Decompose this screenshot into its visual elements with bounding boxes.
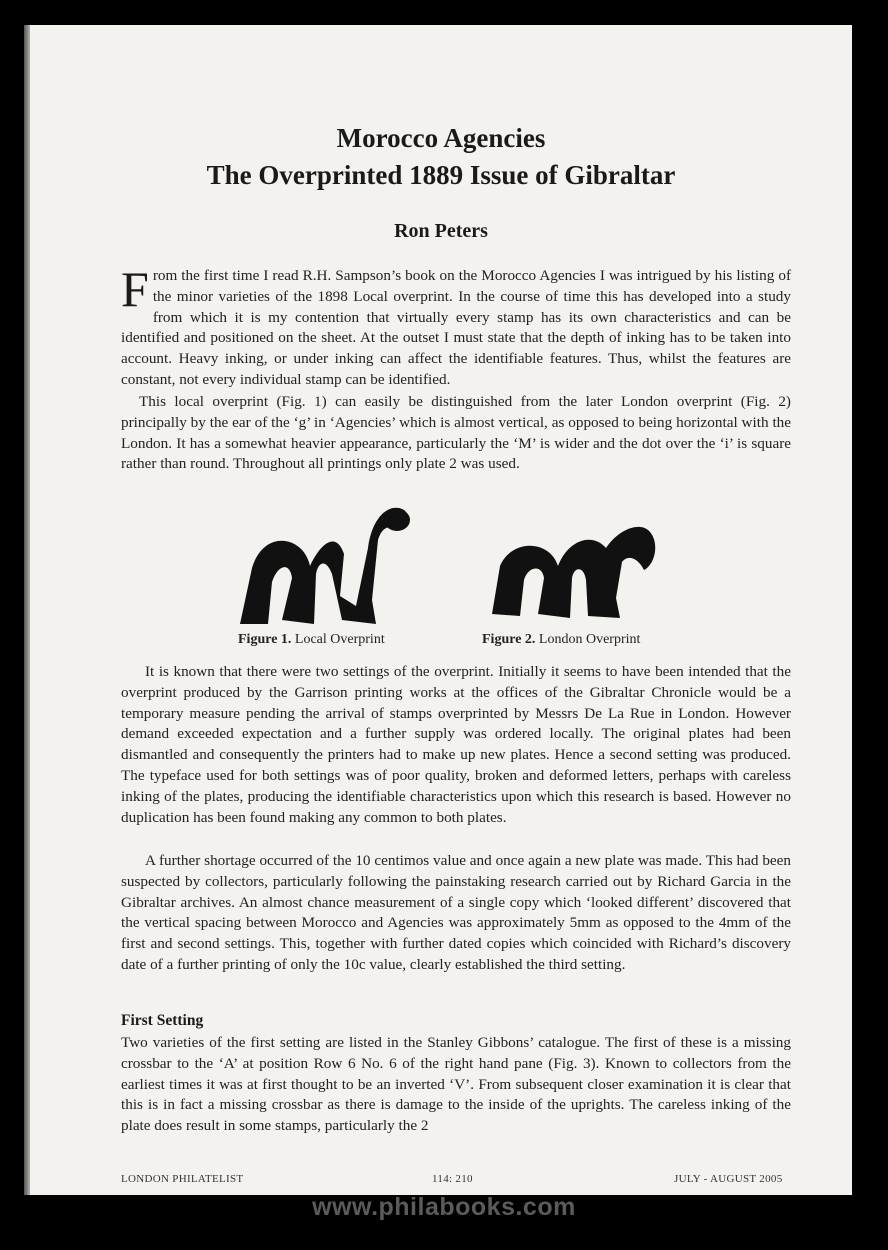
paragraph-intro [121,261,791,391]
article-title-line1: Morocco Agencies [336,123,546,153]
figure-2-caption [482,632,640,648]
figure-2-label: Figure 2. [482,632,536,647]
figure-1-label: Figure 1. [238,632,292,647]
figure-1-caption [238,632,385,648]
drop-cap: F [121,261,149,317]
footer-page-number: 114: 210 [432,1173,473,1185]
paragraph-intro-text: rom the first time I read R.H. Sampson’s book on the Morocco Agencies I was intrigued by his listing of the minor varieties of the 1898 Local overprint. In the course of time this has developed into a study from which it is my contention that virtually every stamp has its own characteristics and can be identified and positioned on the sheet. At the outset I must state that the depth of inking has to be taken into account. Heavy inking, or under inking can affect the identifiable features. Thus, whilst the features are constant, not every individual stamp can be identified. [121,267,791,388]
paragraph-first-setting: Two varieties of the first setting are listed in the Stanley Gibbons’ catalogue. The first of these is a missing crossbar to the ‘A’ at position Row 6 No. 6 of the right hand pane (Fig. 3). Known to collectors from the earliest times it was at first thought to be an inverted ‘V’. From subsequent closer examination it is clear that this is in fact a missing crossbar as there is damage to the inside of the uprights. The careless inking of the plate does result in some stamps, particularly the 2 [121,1034,791,1135]
paragraph-settings: It is known that there were two settings of the overprint. Initially it seems to have been intended that the overprint produced by the Garrison printing works at the offices of the Gibraltar Chronicle would be a temporary measure pending the arrival of stamps overprinted by Messrs De La Rue in London. However demand exceeded expectation and a further supply was ordered locally. The original plates had been dismantled and consequently the printers had to make up new plates. Hence a second setting was produced. The typeface used for both settings was of poor quality, broken and deformed letters, perhaps with careless inking of the plates, producing the identifiable characteristics upon which this research is based. However no duplication has been found making any common to both plates. [121,663,791,826]
figure-1-caption-text: Local Overprint [294,632,385,647]
figure-2-london-overprint-image [488,518,660,622]
footer-publication: LONDON PHILATELIST [121,1173,244,1185]
figure-2-caption-text: London Overprint [538,632,641,647]
figure-1-local-overprint-image [232,496,416,630]
paragraph-third-setting: A further shortage occurred of the 10 centimos value and once again a new plate was made. This had been suspected by collectors, particularly following the painstaking research carried out by Richard Garcia in the Gibraltar archives. An almost chance measurement of a single copy which ‘looked different’ discovered that the vertical spacing between Morocco and Agencies was approximately 5mm as opposed to the 4mm of the first and second settings. This, together with further dated copies which coincided with Richard’s discovery date of a further printing of only the 10c value, clearly established the third setting. [121,852,791,973]
section-heading-first-setting: First Setting [121,1012,204,1029]
article-title-line2: The Overprinted 1889 Issue of Gibraltar [206,160,676,190]
watermark-url: www.philabooks.com [312,1193,576,1221]
article-author: Ron Peters [394,220,488,242]
paragraph-local-overprint: This local overprint (Fig. 1) can easily be distinguished from the later London overprint (Fig. 2) principally by the ear of the ‘g’ in ‘Agencies’ which is almost vertical, as opposed to being horizontal with the London. It has a somewhat heavier appearance, particularly the ‘M’ is wider and the dot over the ‘i’ is square rather than round. Throughout all printings only plate 2 was used. [121,393,791,473]
footer-date: JULY - AUGUST 2005 [674,1173,783,1185]
